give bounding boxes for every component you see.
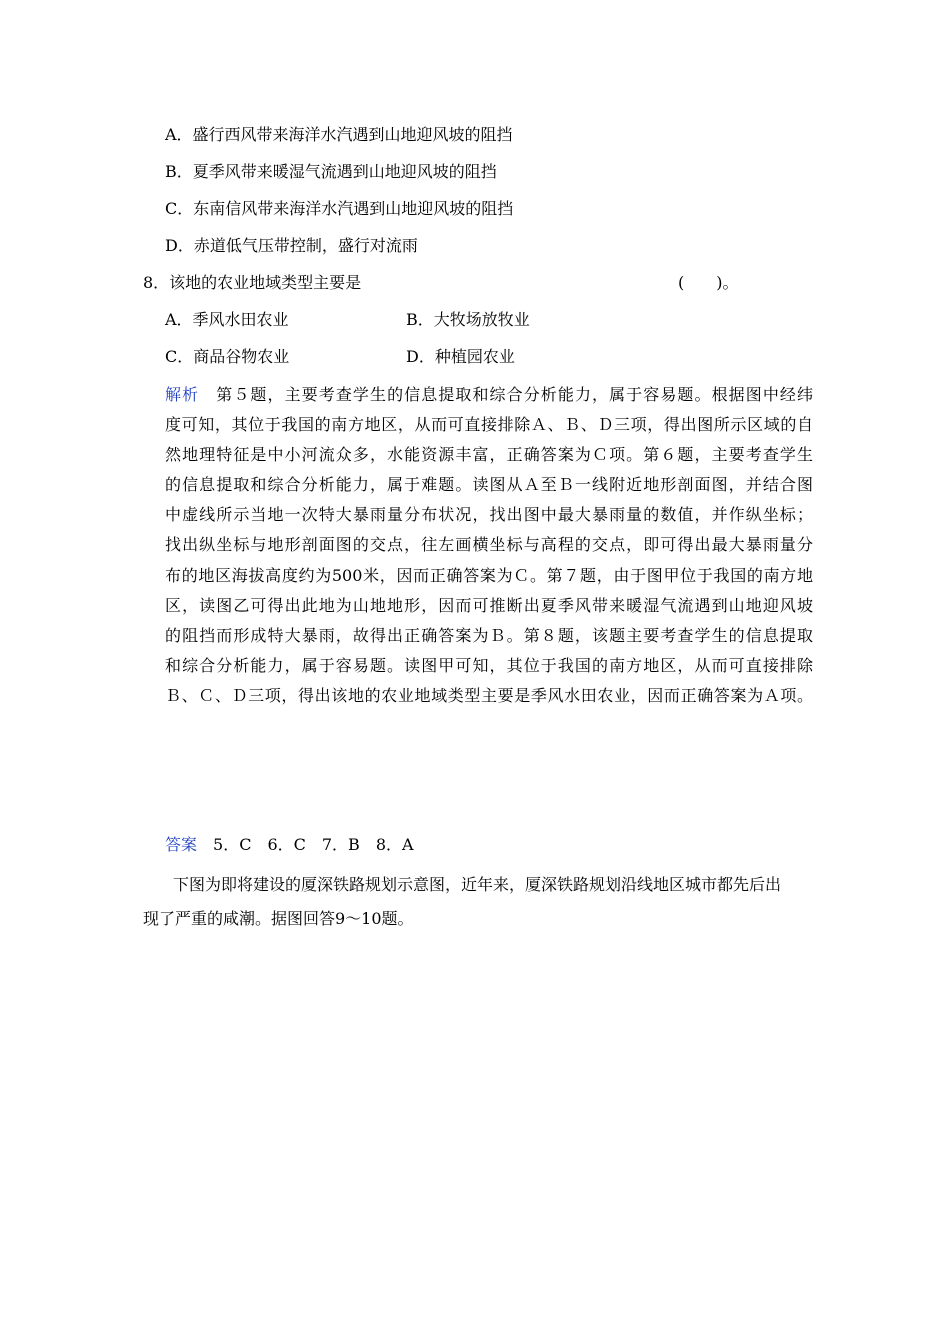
answer-line: [165, 835, 414, 855]
analysis-line: 的信息提取和综合分析能力，属于难题。读图从Ａ至Ｂ一线附近地形剖面图，并结合图: [165, 475, 813, 495]
answer-tag: 答案: [165, 835, 198, 854]
analysis-line: [165, 380, 813, 410]
q8-stem: 8．该地的农业地域类型主要是: [143, 273, 362, 292]
analysis-line: 然地理特征是中小河流众多，水能资源丰富，正确答案为Ｃ项。第６题，主要考查学生: [165, 445, 813, 465]
intro-paragraph: [143, 868, 813, 936]
q8-option-a: A．季风水田农业: [165, 310, 289, 329]
q8-options-row-1: [165, 310, 815, 330]
q7-option-c: C．东南信风带来海洋水汽遇到山地迎风坡的阻挡: [165, 199, 514, 218]
analysis-line: 布的地区海拔高度约为500米，因而正确答案为Ｃ。第７题，由于图甲位于我国的南方地: [165, 565, 813, 585]
q8-answer-blank: ( )。: [678, 273, 739, 292]
analysis-line: 找出纵坐标与地形剖面图的交点，往左画横坐标与高程的交点，即可得出最大暴雨量分: [165, 535, 813, 555]
q7-option-a: A．盛行西风带来海洋水汽遇到山地迎风坡的阻挡: [165, 125, 513, 144]
analysis-block: [165, 380, 813, 711]
analysis-line: 的阻挡而形成特大暴雨，故得出正确答案为Ｂ。第８题，该题主要考查学生的信息提取: [165, 625, 813, 645]
q8-options-row-2: [165, 347, 815, 367]
analysis-line: 区，读图乙可得出此地为山地地形，因而可推断出夏季风带来暖湿气流遇到山地迎风坡: [165, 595, 813, 615]
intro-line-2: 现了严重的咸潮。据图回答9～10题。: [143, 909, 414, 928]
intro-line-1: 下图为即将建设的厦深铁路规划示意图，近年来，厦深铁路规划沿线地区城市都先后出: [173, 875, 782, 894]
q7-option-d: D．赤道低气压带控制，盛行对流雨: [165, 236, 418, 255]
q7-option-b: B．夏季风带来暖湿气流遇到山地迎风坡的阻挡: [165, 162, 497, 181]
answer-text: 5．C 6．C 7．B 8．A: [213, 835, 414, 854]
q8-stem-line: [143, 273, 813, 293]
analysis-line: 中虚线所示当地一次特大暴雨量分布状况，找出图中最大暴雨量的数值，并作纵坐标；: [165, 505, 813, 525]
analysis-text: 第５题，主要考查学生的信息提取和综合分析能力，属于容易题。根据图中经纬: [216, 385, 813, 404]
analysis-line: 度可知，其位于我国的南方地区，从而可直接排除Ａ、Ｂ、Ｄ三项，得出图所示区域的自: [165, 415, 813, 435]
q8-option-b: B．大牧场放牧业: [406, 310, 530, 329]
analysis-tag: 解析: [165, 385, 200, 404]
analysis-line: Ｂ、Ｃ、Ｄ三项，得出该地的农业地域类型主要是季风水田农业，因而正确答案为Ａ项。: [165, 685, 813, 705]
q8-option-c: C．商品谷物农业: [165, 347, 290, 366]
q8-option-d: D．种植园农业: [406, 347, 515, 366]
analysis-line: 和综合分析能力，属于容易题。读图甲可知，其位于我国的南方地区，从而可直接排除: [165, 655, 813, 675]
